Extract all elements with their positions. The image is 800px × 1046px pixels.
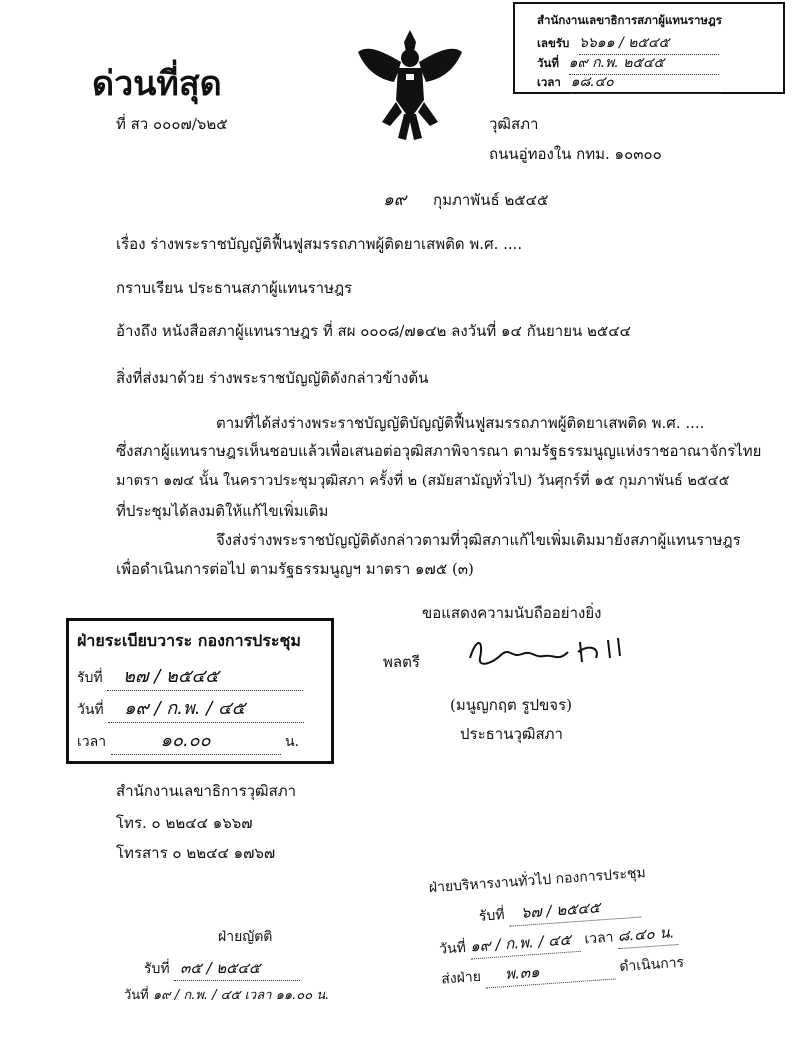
body-line: ที่ประชุมได้ลงมติให้แก้ไขเพิ่มเติม <box>116 502 329 520</box>
stamp-label: เวลา <box>77 734 107 750</box>
garuda-emblem <box>354 22 466 144</box>
admin-stamp <box>428 859 698 997</box>
stamp-value: พ.๓๑ <box>484 955 615 989</box>
stamp-value: ๑๘.๔๐ <box>571 71 721 94</box>
footer-fax: โทรสาร ๐ ๒๒๔๔ ๑๗๖๗ <box>116 844 276 862</box>
stamp-title: สำนักงานเลขาธิการสภาผู้แทนราษฎร <box>537 13 722 27</box>
date-month-year: กุมภาพันธ์ ๒๕๔๕ <box>433 191 549 209</box>
stamp-label: วันที่ <box>77 702 104 718</box>
stamp-label: วันที่ <box>537 56 559 70</box>
signer-title: ประธานวุฒิสภา <box>460 725 563 743</box>
stamp-label: เวลา <box>537 75 561 89</box>
stamp-value: ๖๖๑๑ / ๒๕๔๕ <box>579 32 719 55</box>
stamp-title: ฝ่ายบริหารงานทั่วไป กองการประชุม <box>428 865 647 897</box>
stamp-label: รับที่ <box>144 961 170 977</box>
enclosure-line: สิ่งที่ส่งมาด้วย ร่างพระราชบัญญัติดังกล่าวข้างต้น <box>116 369 429 387</box>
motions-stamp <box>124 926 364 1016</box>
stamp-value: ๑๐.๐๐ <box>111 725 281 755</box>
sender-address: ถนนอู่ทองใน กทม. ๑๐๓๐๐ <box>489 145 662 163</box>
signer-rank: พลตรี <box>383 653 420 671</box>
body-line: เพื่อดำเนินการต่อไป ตามรัฐธรรมนูญฯ มาตรา ๑๗๕ (๓) <box>116 560 474 578</box>
sender-org: วุฒิสภา <box>489 115 539 133</box>
reference-line: อ้างถึง หนังสือสภาผู้แทนราษฎร ที่ สผ ๐๐๐๘/๗๑๔๒ ลงวันที่ ๑๔ กันยายน ๒๕๔๔ <box>116 322 631 340</box>
stamp-value: ๑๙ / ก.พ. / ๔๕ <box>469 927 580 960</box>
date-day: ๑๙ <box>383 190 407 210</box>
salutation-line: กราบเรียน ประธานสภาผู้แทนราษฎร <box>116 279 353 297</box>
stamp-label: รับที่ <box>77 670 103 686</box>
stamp-label: เวลา <box>583 929 615 948</box>
body-line: ตามที่ได้ส่งร่างพระราชบัญญัติบัญญัติฟื้นฟูสมรรถภาพผู้ติดยาเสพติด พ.ศ. .... <box>216 414 705 432</box>
footer-office: สำนักงานเลขาธิการวุฒิสภา <box>116 782 297 800</box>
stamp-suffix: น. <box>285 734 300 750</box>
stamp-value: ๓๕ / ๒๕๔๕ <box>174 956 300 981</box>
stamp-value: ๑๙ / ก.พ. / ๔๕ <box>108 693 304 723</box>
stamp-label: เลขรับ <box>537 36 570 50</box>
body-line: ซึ่งสภาผู้แทนราษฎรเห็นชอบแล้วเพื่อเสนอต่อวุฒิสภาพิจารณา ตามรัฐธรรมนูญแห่งราชอาณาจักรไทย <box>116 442 762 460</box>
stamp-value: ๑๙ ก.พ. ๒๕๔๕ <box>569 52 719 75</box>
signer-name: (มนูญกฤต รูปขจร) <box>450 696 572 714</box>
stamp-title: ฝ่ายญัตติ <box>218 929 273 945</box>
stamp-suffix: ดำเนินการ <box>618 954 685 976</box>
stamp-value: ๑๙ / ก.พ. / ๔๕ เวลา ๑๑.๐๐ น. <box>152 988 330 1003</box>
body-line: จึงส่งร่างพระราชบัญญัติดังกล่าวตามที่วุฒิสภาแก้ไขเพิ่มเติมมายังสภาผู้แทนราษฎร <box>216 531 741 549</box>
body-line: มาตรา ๑๗๔ นั้น ในคราวประชุมวุฒิสภา ครั้งที่ ๒ (สมัยสามัญทั่วไป) วันศุกร์ที่ ๑๕ กุมภาพันธ์ ๒๕๔๕ <box>116 473 730 489</box>
registry-stamp-top <box>513 2 785 94</box>
closing-line: ขอแสดงความนับถืออย่างยิ่ง <box>422 604 602 622</box>
subject-line: เรื่อง ร่างพระราชบัญญัติฟื้นฟูสมรรถภาพผู้ติดยาเสพติด พ.ศ. .... <box>116 235 523 253</box>
stamp-label: วันที่ <box>438 939 467 958</box>
letter-date <box>383 186 548 213</box>
stamp-title: ฝ่ายระเบียบวาระ กองการประชุม <box>77 631 301 650</box>
urgency-heading: ด่วนที่สุด <box>92 64 222 104</box>
agenda-stamp <box>66 618 334 764</box>
stamp-label: ส่งฝ่าย <box>440 968 482 988</box>
stamp-label: วันที่ <box>124 988 149 1003</box>
stamp-label: รับที่ <box>478 907 506 925</box>
stamp-value: ๒๗ / ๒๕๔๕ <box>107 661 303 691</box>
doc-number: ที่ สว ๐๐๐๗/๖๒๕ <box>116 115 228 133</box>
footer-tel: โทร. ๐ ๒๒๔๔ ๑๖๖๗ <box>116 814 253 832</box>
stamp-value: ๖๗ / ๒๕๔๕ <box>508 893 641 927</box>
signature-mark <box>462 628 632 678</box>
stamp-value: ๘.๔๐ น. <box>617 920 679 949</box>
handwritten-signature <box>462 628 632 678</box>
